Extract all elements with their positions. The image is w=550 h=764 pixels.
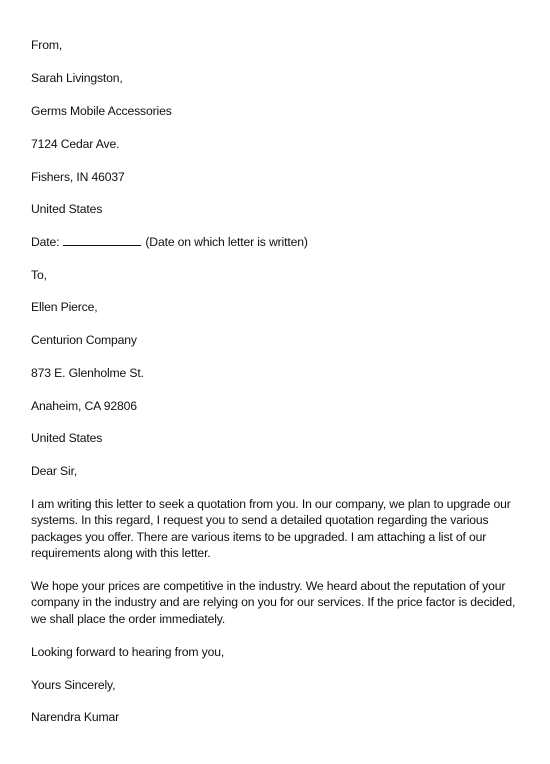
from-label: From, [31,38,63,52]
sender-country: United States [31,202,103,216]
recipient-country: United States [31,431,103,445]
sender-company: Germs Mobile Accessories [31,104,172,118]
sign-off: Yours Sincerely, [31,678,116,692]
sender-street: 7124 Cedar Ave. [31,137,120,151]
date-blank-line[interactable] [63,234,141,246]
greeting: Dear Sir, [31,464,78,478]
closing-line: Looking forward to hearing from you, [31,645,225,659]
signature-name: Narendra Kumar [31,710,119,724]
date-label: Date: [31,235,60,249]
sender-name: Sarah Livingston, [31,71,123,85]
body-paragraph-1: I am writing this letter to seek a quotation from you. In our company, we plan to upgrade our systems. In this regard, I request you to send a detailed quotation regarding the various packages you offer. There are various items to be upgraded. I am attaching a list of our requirements along with this letter. [31,497,511,561]
date-note: (Date on which letter is written) [145,235,308,249]
to-label: To, [31,268,47,282]
date-line [31,234,308,250]
recipient-city-state-zip: Anaheim, CA 92806 [31,399,137,413]
recipient-street: 873 E. Glenholme St. [31,366,144,380]
recipient-name: Ellen Pierce, [31,300,98,314]
recipient-company: Centurion Company [31,333,137,347]
body-paragraph-2: We hope your prices are competitive in the industry. We heard about the reputation of your company in the industry and are relying on you for our services. If the price factor is decided, we shall place the order immediately. [31,579,516,626]
sender-city-state-zip: Fishers, IN 46037 [31,170,125,184]
